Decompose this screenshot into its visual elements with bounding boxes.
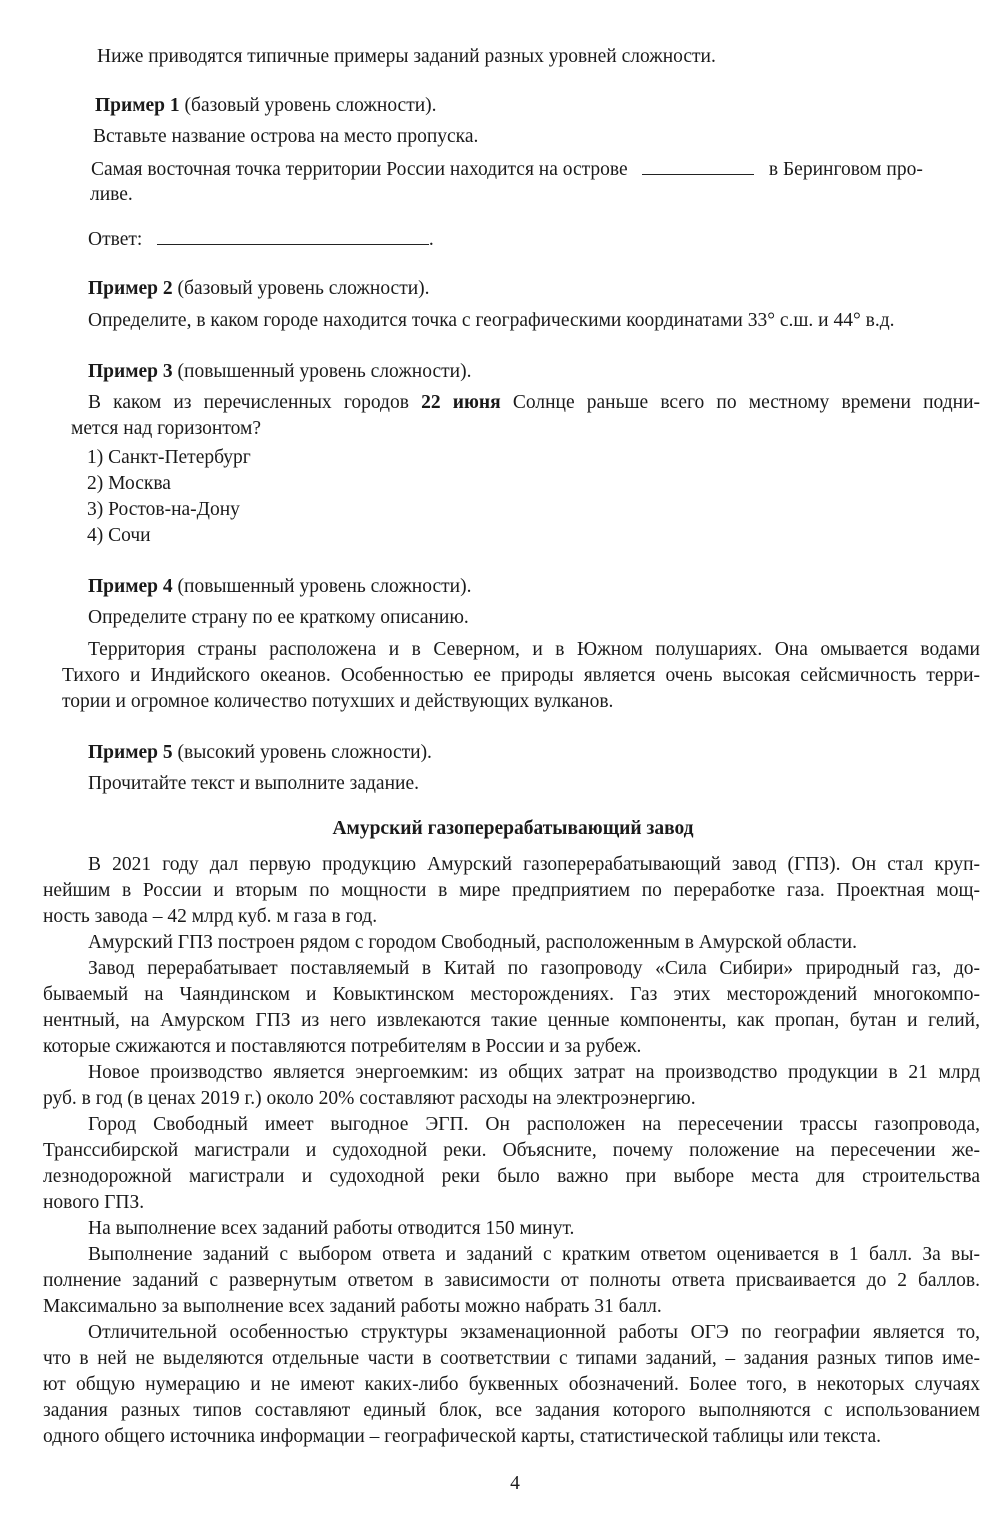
example-title: Пример 2 (88, 278, 173, 299)
question-text: В каком из перечисленных городов (88, 392, 422, 413)
fill-in-blank[interactable] (642, 156, 754, 175)
article-line: Завод перерабатывает поставляемый в Китай по газопроводу «Сила Сибири» природный газ, до- (88, 958, 980, 979)
closing-line: полнение заданий с развернутым ответом в зависимости от полноты ответа присваивается до 2 баллов. (43, 1270, 980, 1291)
closing-line: Выполнение заданий с выбором ответа и заданий с кратким ответом оценивается в 1 балл. За вы- (88, 1244, 980, 1265)
answer-field[interactable] (157, 226, 429, 245)
question-text: Солнце раньше всего по местному времени подни- (500, 392, 981, 413)
example-5-heading (88, 740, 432, 766)
option-2: 2) Москва (87, 473, 171, 494)
example-3-question-line2: мется над горизонтом? (71, 418, 262, 439)
example-4-text-line: тории и огромное количество потухших и действующих вулканов. (62, 691, 614, 712)
article-line: В 2021 году дал первую продукцию Амурский газоперерабатывающий завод (ГПЗ). Он стал круп- (88, 854, 980, 875)
article-line: нентный, на Амурском ГПЗ из него извлекаются такие ценные компоненты, как пропан, бутан и гелий, (43, 1010, 980, 1031)
closing-line: одного общего источника информации – географической карты, статистической таблицы или текста. (43, 1426, 882, 1447)
article-line: бываемый на Чаяндинском и Ковыктинском месторождениях. Газ этих месторождений многокомпо- (43, 984, 980, 1005)
closing-line: задания разных типов составляют единый блок, все задания которого выполняются с использованием (43, 1400, 980, 1421)
example-3-question (88, 390, 980, 416)
example-1-heading (95, 93, 437, 119)
closing-line: Отличительной особенностью структуры экзаменационной работы ОГЭ по географии является то, (88, 1322, 980, 1343)
article-line: Транссибирской магистрали и судоходной реки. Объясните, почему положение на пересечении же- (43, 1140, 980, 1161)
closing-line: Максимально за выполнение всех заданий работы можно набрать 31 балл. (43, 1296, 662, 1317)
article-line: нового ГПЗ. (43, 1192, 145, 1213)
example-level: (повышенный уровень сложности). (172, 361, 472, 382)
example-4-text-line: Тихого и Индийского океанов. Особенностью ее природы является очень высокая сейсмичность терри- (62, 665, 980, 686)
question-date: 22 июня (421, 392, 501, 413)
page-number: 4 (510, 1473, 520, 1494)
example-4-instruction: Определите страну по ее краткому описанию. (88, 607, 469, 628)
closing-line: На выполнение всех заданий работы отводится 150 минут. (88, 1218, 575, 1239)
example-level: (базовый уровень сложности). (172, 278, 430, 299)
option-4: 4) Сочи (87, 525, 151, 546)
closing-line: что в ней не выделяются отдельные части в соответствии с типами заданий, – задания разных типов име- (43, 1348, 980, 1369)
example-2-heading (88, 276, 430, 302)
article-line: Амурский ГПЗ построен рядом с городом Свободный, расположенным в Амурской области. (88, 932, 857, 953)
answer-line (88, 226, 434, 253)
example-title: Пример 3 (88, 361, 173, 382)
example-3-heading (88, 359, 471, 385)
example-level: (высокий уровень сложности). (172, 742, 432, 763)
question-text-end: в Беринговом про- (768, 159, 923, 180)
example-4-heading (88, 574, 471, 600)
option-3: 3) Ростов-на-Дону (87, 499, 240, 520)
article-line: нейшим в России и вторым по мощности в мире предприятием по переработке газа. Проектная мощ- (43, 880, 980, 901)
intro-text: Ниже приводятся типичные примеры заданий разных уровней сложности. (97, 46, 716, 67)
example-title: Пример 4 (88, 576, 173, 597)
option-1: 1) Санкт-Петербург (87, 447, 251, 468)
article-title: Амурский газоперерабатывающий завод (332, 818, 694, 839)
article-line: Город Свободный имеет выгодное ЭГП. Он расположен на пересечении трассы газопровода, (88, 1114, 980, 1135)
example-title: Пример 1 (95, 95, 180, 116)
article-line: Новое производство является энергоемким: из общих затрат на производство продукции в 21 млрд (88, 1062, 980, 1083)
example-title: Пример 5 (88, 742, 173, 763)
example-level: (базовый уровень сложности). (179, 95, 437, 116)
example-1-question-line2: ливе. (90, 184, 133, 205)
example-2-instruction: Определите, в каком городе находится точка с географическими координатами 33° с.ш. и 44° в.д. (88, 310, 895, 331)
answer-label: Ответ: (88, 229, 143, 250)
article-line: лезнодорожной магистрали и судоходной реки было важно при выборе места для строительства (43, 1166, 980, 1187)
example-5-instruction: Прочитайте текст и выполните задание. (88, 773, 419, 794)
question-text: Самая восточная точка территории России находится на острове (91, 159, 628, 180)
example-4-text-line: Территория страны расположена и в Северном, и в Южном полушариях. Она омывается водами (88, 639, 980, 660)
example-1-instruction: Вставьте название острова на место пропуска. (93, 126, 479, 147)
answer-period: . (428, 229, 434, 250)
example-1-question (91, 156, 923, 183)
example-level: (повышенный уровень сложности). (172, 576, 472, 597)
article-line: ность завода – 42 млрд куб. м газа в год. (43, 906, 378, 927)
closing-line: ют общую нумерацию и не имеют каких-либо буквенных обозначений. Более того, в некоторых случаях (43, 1374, 980, 1395)
article-line: которые сжижаются и поставляются потребителям в России и за рубеж. (43, 1036, 642, 1057)
article-line: руб. в год (в ценах 2019 г.) около 20% составляют расходы на электроэнергию. (43, 1088, 696, 1109)
